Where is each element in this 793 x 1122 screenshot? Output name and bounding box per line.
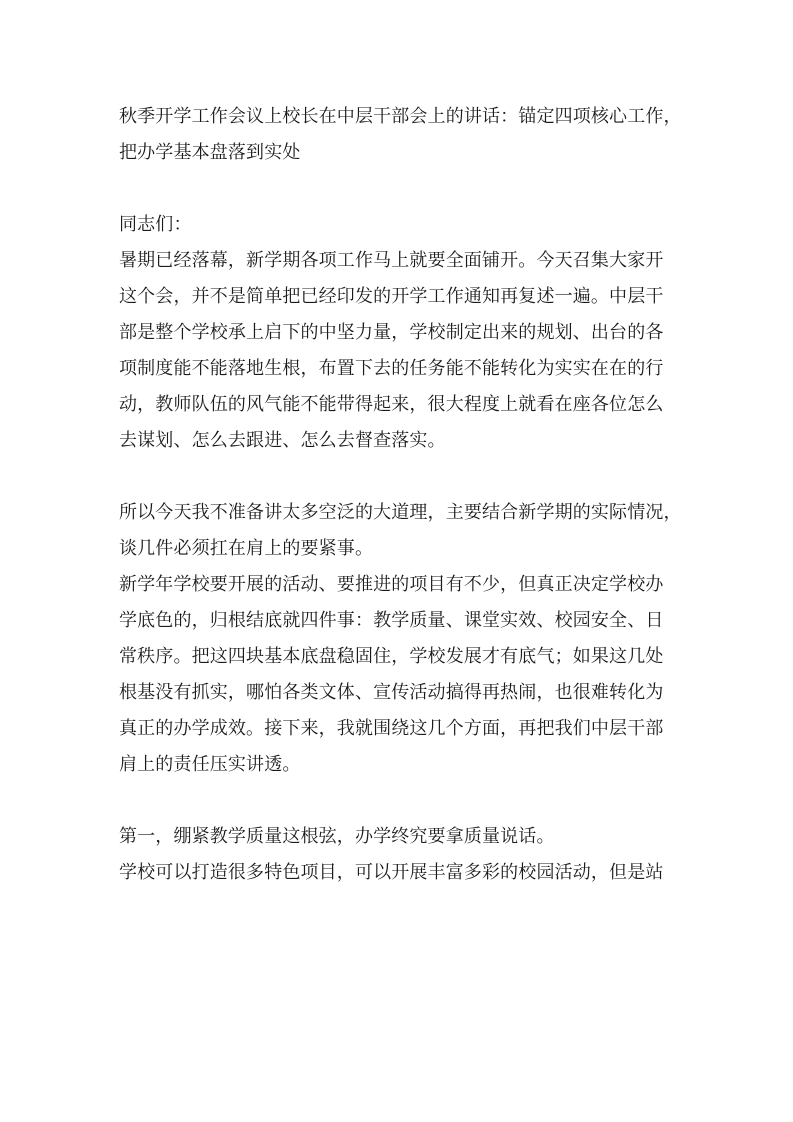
paragraph-3-line: 根基没有抓实，哪怕各类文体、宣传活动搞得再热闹，也很难转化为 bbox=[119, 682, 664, 703]
paragraph-1-line: 暑期已经落幕，新学期各项工作马上就要全面铺开。今天召集大家开 bbox=[119, 250, 664, 271]
document-body bbox=[119, 99, 682, 891]
paragraph-3-line: 学底色的，归根结底就四件事：教学质量、课堂实效、校园安全、日 bbox=[119, 610, 664, 631]
section-1-heading: 第一，绷紧教学质量这根弦，办学终究要拿质量说话。 bbox=[119, 826, 555, 847]
paragraph-3-line: 常秩序。把这四块基本底盘稳固住，学校发展才有底气；如果这几处 bbox=[119, 646, 664, 667]
paragraph-1-line: 动，教师队伍的风气能不能带得起来，很大程度上就看在座各位怎么 bbox=[119, 394, 664, 415]
blank-line bbox=[119, 171, 679, 207]
document-title-line-1: 秋季开学工作会议上校长在中层干部会上的讲话：锚定四项核心工作， bbox=[119, 106, 682, 127]
blank-line bbox=[119, 459, 679, 495]
paragraph-3-line: 新学年学校要开展的活动、要推进的项目有不少，但真正决定学校办 bbox=[119, 574, 664, 595]
salutation: 同志们： bbox=[119, 214, 192, 235]
section-1-line: 学校可以打造很多特色项目，可以开展丰富多彩的校园活动，但是站 bbox=[119, 862, 664, 883]
paragraph-3-line: 肩上的责任压实讲透。 bbox=[119, 754, 301, 775]
paragraph-2-line: 谈几件必须扛在肩上的要紧事。 bbox=[119, 538, 374, 559]
blank-line bbox=[119, 783, 679, 819]
paragraph-1-line: 部是整个学校承上启下的中坚力量，学校制定出来的规划、出台的各 bbox=[119, 322, 664, 343]
paragraph-1-line: 这个会，并不是简单把已经印发的开学工作通知再复述一遍。中层干 bbox=[119, 286, 664, 307]
document-title-line-2: 把办学基本盘落到实处 bbox=[119, 142, 301, 163]
paragraph-2-line: 所以今天我不准备讲太多空泛的大道理，主要结合新学期的实际情况， bbox=[119, 502, 682, 523]
paragraph-1-line: 项制度能不能落地生根，布置下去的任务能不能转化为实实在在的行 bbox=[119, 358, 664, 379]
paragraph-1-line: 去谋划、怎么去跟进、怎么去督查落实。 bbox=[119, 430, 446, 451]
paragraph-3-line: 真正的办学成效。接下来，我就围绕这几个方面，再把我们中层干部 bbox=[119, 718, 664, 739]
